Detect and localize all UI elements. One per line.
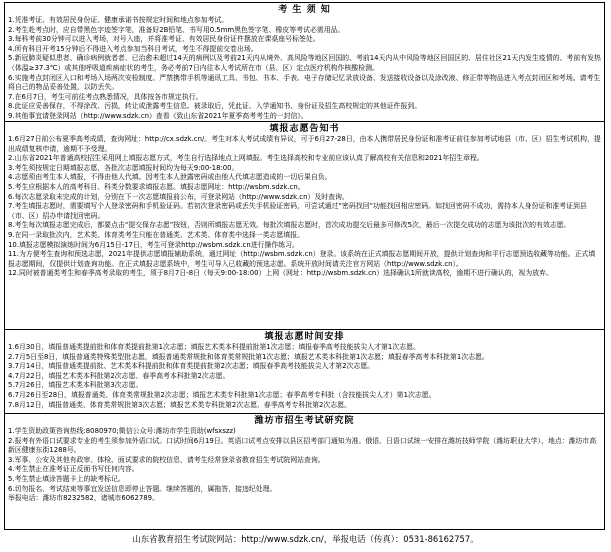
list-item: 10.填报志愿模拟演练时间为6月15日-17日，考生可登录http://wsbm.sdzk.cn进行操作练习。 bbox=[8, 240, 299, 249]
section-title: 填报志愿时间安排 bbox=[264, 332, 345, 342]
section-weifang-notes bbox=[5, 414, 604, 529]
list-item: 8.此证应妥善保存，不得涂改、污损，转让或泄露考生信息。被录取后，凭此证、入学通知书、身份证及招生高校规定的其他证件报到。 bbox=[8, 102, 422, 111]
list-item: 1.6月27日前公布夏季高考成绩，查询网址：http://cx.sdzk.cn/。考生对本人考试成绩有异议，可于6月27-28日，由本人携带居民身份证和准考证前往参加考试地县（市、区）招生考试机构，提出成绩复核申请，逾期不予受理。 bbox=[8, 135, 601, 153]
list-item: 6.7月26日至28日，填报普通类、体育类常规批第2次志愿；填报艺术类专科批第1次志愿；春季高考专科批（含技能拔尖人才）第1次志愿。 bbox=[8, 390, 436, 399]
list-item: 6.实施考点封闭区入口和考场入场两次安检制度。严禁携带手机等通讯工具、书包、书本、手表、电子存储记忆录放设备、发送接收设备以及涂改液、修正带等物品进入考点封闭区和考场。请考生将自己的物品妥善处置，以防丢失。 bbox=[8, 73, 601, 92]
section-application-notice bbox=[5, 122, 604, 330]
section-title: 潍坊市招生考试研究院 bbox=[254, 416, 355, 426]
list-item: 6.每次志愿录取未完成的计划，分别在下一次志愿填报前公布，可登录网站（http://www.sdzk.cn）及时查询。 bbox=[8, 192, 349, 201]
footer-website: 山东省教育招生考试院网站：http://www.sdzk.cn/，举报电话（传真）：0531-86162757。 bbox=[132, 534, 479, 544]
list-item: 12.同时被普通类考生和春季高考录取的考生，须于8月7日-8日（每天9:00-18:00）上网（网址：http://wsbm.sdzk.cn）选择确认1所就读高校，逾期不进行确认的，视为放弃。 bbox=[8, 269, 553, 278]
list-item: 3.考生须按规定日期填报志愿，各批次志愿填报时间均为每天9:00-18:00。 bbox=[8, 163, 239, 172]
list-item: 3.7月14日，填报普通类提前批、艺术类本科提前批和体育类提前批第2次志愿；填报春季高考技能拔尖人才第2次志愿。 bbox=[8, 362, 375, 371]
list-item: 7.在6月7日，考生可前往考点熟悉情况，具体按各市规定执行。 bbox=[8, 92, 203, 101]
list-item: 3.每科考前30分钟可以进入考场，对号入座，并将准考证、有效居民身份证件摆放在课桌座号标签处。 bbox=[8, 35, 320, 44]
list-item: 4.志愿须由考生本人填报，不得由他人代填。因考生本人泄露密码或由他人代填志愿造成的一切后果自负。 bbox=[8, 173, 332, 182]
list-item: 1.凭准考证、有效居民身份证、健康承诺书按规定时间和地点参加考试。 bbox=[8, 16, 229, 24]
list-item: 9.其他事宜请登录网站（http://www.sdzk.cn）查看《致山东省2021年夏季高考考生的一封信》。 bbox=[8, 111, 308, 120]
list-item: 7.8月12日，填报普通类、体育类常规批第3次志愿；填报艺术类专科批第2次志愿、春季高考专科批第2次志愿。 bbox=[8, 400, 351, 409]
section-exam-rules bbox=[5, 3, 604, 122]
list-item: 7.考生填报志愿时，需要填写个人登录密码和手机验证码。若初次登录密码或丢失手机验证密码，可尝试通过“密码找回”功能找回相应密码。如找回密码不成功，需持本人身份证和准考证到县（市、区）招办申请找回密码。 bbox=[8, 202, 587, 220]
list-item: 2.考生赴考点时，应自带黑色字迹签字笔，准备好2B铅笔、书写用0.5mm黑色签字笔、橡皮等考试必需用品。 bbox=[8, 25, 345, 34]
list-item: 4.7月22日，填报艺术类本科批第2次志愿、春季高考本科批第2次志愿。 bbox=[8, 371, 230, 380]
list-item: 5.考生禁止填涂答题卡上的缺考标记。 bbox=[8, 474, 125, 483]
list-item: 4.所有科目开考15分钟后不得进入考点参加当科目考试，考生不得提前交卷出场。 bbox=[8, 44, 258, 53]
list-item: 11.为方便考生查询和预选志愿，2021年提供志愿填报辅助系统，通过网址（http://wsbm.sdzk.cn）登录。该系统在正式填报志愿期间开放，提供计划查询和平行志愿预选收藏等功能。正式填报志愿期间，仅提供计划查询功能。在正式填报志愿系统中，考生可导入已收藏的预选志愿。系统开放时间请关注官方网站（http://www.sdzk.cn）。 bbox=[8, 250, 596, 268]
list-item: 8.考生每次填报志愿完成后，都要点击“提交保存志愿”按钮，否则所填报志愿无效。每批次填报志愿时，首次成功提交后最多可修改5次，最后一次提交成功的志愿为该批次的有效志愿。 bbox=[8, 221, 571, 230]
list-item: 5.新冠肺炎疑似患者、确诊病例就者者、已治愈未超过14天的病例以及考前21天内从境外、高风险等地区回国的、考前14天内从中风险等地区回国区的、居住社区21天内发生疫情的、考前有发热（体温≥37.3℃）或其他呼吸道疾病症状的考生，务必考前7日内往本人考试所在市（县、区）定点医疗机构作核酸检测。 bbox=[8, 54, 601, 72]
list-item: 2.山东省2021年普通高校招生采用网上填报志愿方式，考生自行选择地点上网填报。考生选择高校和专业前应该认真了解高校有关信息和2021年招生章程。 bbox=[8, 154, 484, 163]
list-item: 举报电话：潍坊市8232582，诸城市6062789。 bbox=[8, 494, 159, 503]
list-item: 5.7月26日，填报艺术类本科批第3次志愿。 bbox=[8, 381, 143, 390]
list-item: 1.学生资助政策咨询热线:8080970;微信公众号:潍坊市学生资助(wfsxszz) bbox=[8, 427, 236, 435]
list-item: 1.6月30日，填报普通类提前批和体育类提前批第1次志愿；填报艺术类本科提前批第1次志愿；填报春季高考技能拔尖人才第1次志愿。 bbox=[8, 343, 420, 351]
list-item: 4.考生禁止在准考证正反面书写任何内容。 bbox=[8, 465, 139, 474]
section-schedule bbox=[5, 330, 604, 414]
section-title: 填报志愿告知书 bbox=[269, 124, 340, 134]
list-item: 9.在同一录取批次内，艺术类、体育类考生只能在普通类、艺术类、体育类中选择一类志愿填报。 bbox=[8, 230, 304, 239]
list-item: 5.考生应根据本人的高考科目、科类分数要求填报志愿。填报志愿网址：http://wsbm.sdzk.cn。 bbox=[8, 182, 305, 191]
section-title: 考 生 须 知 bbox=[278, 5, 331, 15]
list-item: 2.报考有外语口试要求专业的考生须参加外语口试。口试时间6月19日。英语口试考点安排以县区招考部门通知为准。俄语、日语口试统一安排在潍坊技师学院（潍坊职业大学），地点：潍坊市高新区健康东街1288号。 bbox=[8, 436, 597, 455]
list-item: 3.军事、公安及其他有政审、体检、面试要求的院校信息，请考生经常登录省教育招生考试院网站查询。 bbox=[8, 455, 325, 464]
list-item: 6.切勿报名、考试结束等事宜发送信息即停止答题。继续答题的，属拖答，接违纪处理。 bbox=[8, 484, 277, 493]
list-item: 2.7月5日至8日，填报普通类特殊类型批志愿，填报普通类常规批和体育类常规批第1次志愿；填报艺术类本科批第1次志愿；填报春季高考本科批第1次志愿。 bbox=[8, 352, 489, 361]
notice-table bbox=[4, 2, 605, 530]
